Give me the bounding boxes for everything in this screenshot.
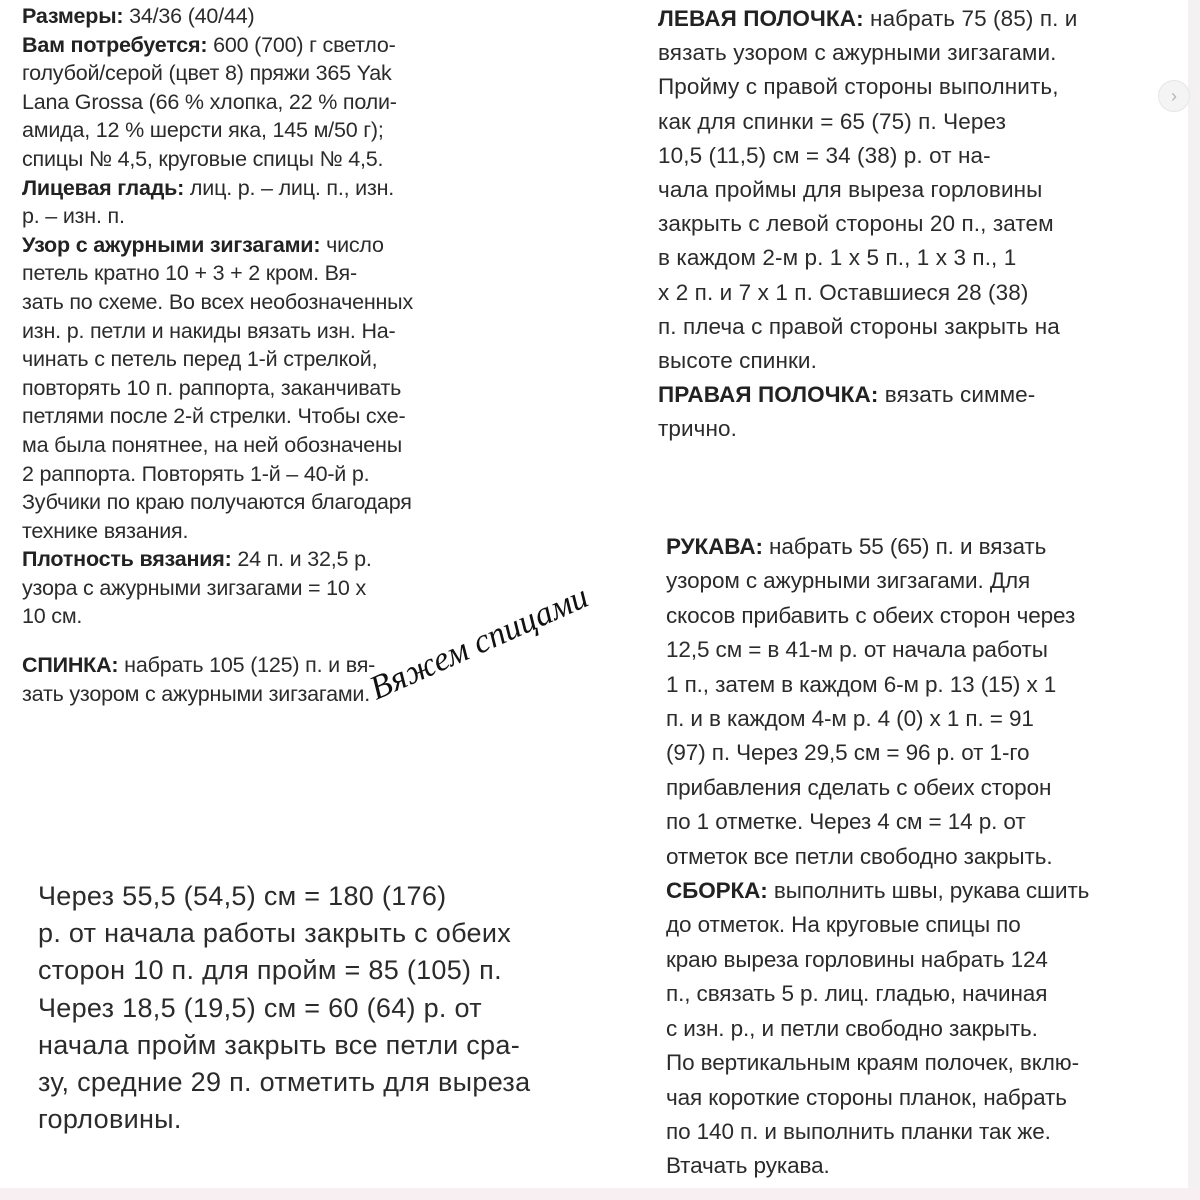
line-text: Зубчики по краю получаются благодаря bbox=[22, 490, 412, 515]
line-text: петель кратно 10 + 3 + 2 кром. Вя- bbox=[22, 261, 357, 286]
section-label: Лицевая гладь: bbox=[22, 175, 185, 200]
fragment-left-front bbox=[658, 2, 1148, 447]
text-line bbox=[22, 374, 482, 403]
line-text: зу, средние 29 п. отметить для выреза bbox=[38, 1067, 531, 1098]
line-text: вязать симме- bbox=[878, 382, 1036, 408]
line-text: набрать 75 (85) п. и bbox=[863, 6, 1078, 31]
text-line bbox=[658, 378, 1148, 412]
fragment-sleeves bbox=[666, 530, 1166, 1184]
line-text: набрать 105 (125) п. и вя- bbox=[118, 653, 376, 678]
line-text: (97) п. Через 29,5 см = 96 р. от 1-го bbox=[666, 740, 1030, 766]
line-text: трично. bbox=[658, 416, 737, 442]
line-text: Пройму с правой стороны выполнить, bbox=[658, 74, 1059, 100]
line-text: Lana Grossa (66 % хлопка, 22 % поли- bbox=[22, 89, 397, 114]
line-text: р. от начала работы закрыть с обеих bbox=[38, 918, 512, 949]
text-line bbox=[666, 1081, 1166, 1115]
line-text: высоте спинки. bbox=[658, 348, 817, 374]
line-text: спицы № 4,5, круговые спицы № 4,5. bbox=[22, 146, 384, 171]
text-line bbox=[666, 874, 1166, 908]
line-text: чала проймы для выреза горловины bbox=[658, 177, 1043, 203]
text-line bbox=[22, 202, 482, 231]
section-label: Вам потребуется: bbox=[22, 32, 208, 57]
line-text: Через 55,5 (54,5) см = 180 (176) bbox=[38, 881, 447, 911]
line-text: 12,5 см = в 41-м р. от начала работы bbox=[666, 637, 1048, 663]
text-line bbox=[666, 702, 1166, 736]
line-text: технике вязания. bbox=[22, 518, 189, 543]
text-line bbox=[666, 633, 1166, 667]
text-line bbox=[666, 977, 1166, 1011]
line-text: голубой/серой (цвет 8) пряжи 365 Yak bbox=[22, 61, 392, 86]
text-line bbox=[22, 431, 482, 460]
text-line bbox=[22, 259, 482, 288]
section-label: ПРАВАЯ ПОЛОЧКА: bbox=[658, 382, 879, 408]
line-text: 34/36 (40/44) bbox=[123, 4, 255, 28]
text-line bbox=[658, 173, 1148, 207]
line-text: выполнить швы, рукава сшить bbox=[767, 878, 1090, 904]
text-line bbox=[658, 36, 1148, 70]
line-text: Через 18,5 (19,5) см = 60 (64) р. от bbox=[38, 992, 482, 1023]
text-line bbox=[666, 943, 1166, 977]
text-line bbox=[22, 460, 482, 489]
text-line bbox=[22, 231, 482, 260]
line-text: горловины. bbox=[38, 1104, 182, 1135]
text-line bbox=[658, 139, 1148, 173]
line-text: отметок все петли свободно закрыть. bbox=[666, 843, 1053, 869]
next-slide-button[interactable] bbox=[1158, 80, 1190, 112]
line-text: р. – изн. п. bbox=[22, 204, 125, 229]
text-line bbox=[666, 599, 1166, 633]
line-text: с изн. р., и петли свободно закрыть. bbox=[666, 1015, 1038, 1041]
line-text: х 2 п. и 7 х 1 п. Оставшиеся 28 (38) bbox=[658, 279, 1029, 305]
line-text: вязать узором с ажурными зигзагами. bbox=[658, 40, 1057, 66]
text-line bbox=[22, 517, 482, 546]
text-line bbox=[22, 174, 482, 203]
line-text: 10 см. bbox=[22, 604, 83, 629]
line-text: до отметок. На круговые спицы по bbox=[666, 912, 1021, 938]
text-line bbox=[22, 488, 482, 517]
line-text: начала пройм закрыть все петли сра- bbox=[38, 1029, 520, 1060]
fragment-armhole bbox=[38, 878, 558, 1138]
text-line bbox=[666, 840, 1166, 874]
text-line bbox=[22, 574, 482, 603]
text-line bbox=[666, 1149, 1166, 1183]
line-text: По вертикальным краям полочек, вклю- bbox=[666, 1050, 1079, 1076]
text-line bbox=[38, 915, 558, 952]
section-label: Узор с ажурными зигзагами: bbox=[22, 232, 321, 257]
text-line bbox=[658, 241, 1148, 275]
text-line bbox=[22, 59, 482, 88]
section-label: СБОРКА: bbox=[666, 878, 768, 904]
text-line bbox=[666, 805, 1166, 839]
text-line bbox=[666, 668, 1166, 702]
text-line bbox=[666, 771, 1166, 805]
line-text: Втачать рукава. bbox=[666, 1153, 830, 1179]
line-text: зать по схеме. Во всех необозначенных bbox=[22, 289, 413, 314]
section-label: ЛЕВАЯ ПОЛОЧКА: bbox=[658, 6, 864, 31]
line-text: набрать 55 (65) п. и вязать bbox=[762, 534, 1047, 559]
text-line bbox=[658, 276, 1148, 310]
image-edge bbox=[1188, 0, 1200, 1200]
text-line bbox=[22, 288, 482, 317]
text-line bbox=[38, 1101, 558, 1138]
line-text: число bbox=[320, 232, 384, 257]
text-line bbox=[22, 402, 482, 431]
text-line bbox=[666, 1012, 1166, 1046]
text-line bbox=[658, 310, 1148, 344]
text-line bbox=[666, 1046, 1166, 1080]
text-line bbox=[658, 105, 1148, 139]
line-text: узором с ажурными зигзагами. Для bbox=[666, 568, 1031, 594]
line-text: прибавления сделать с обеих сторон bbox=[666, 774, 1052, 800]
text-line bbox=[22, 545, 482, 574]
line-text: узора с ажурными зигзагами = 10 х bbox=[22, 575, 367, 600]
chevron-right-icon: › bbox=[1171, 86, 1177, 106]
line-text: сторон 10 п. для пройм = 85 (105) п. bbox=[38, 955, 502, 986]
text-line bbox=[666, 564, 1166, 598]
line-text: лиц. р. – лиц. п., изн. bbox=[184, 175, 395, 200]
image-bottom-band bbox=[0, 1188, 1200, 1200]
text-line bbox=[22, 317, 482, 346]
text-line bbox=[658, 70, 1148, 104]
text-line bbox=[22, 31, 482, 60]
text-line bbox=[658, 2, 1148, 36]
line-text: зать узором с ажурными зигзагами. bbox=[22, 681, 370, 706]
line-text: 2 раппорта. Повторять 1-й – 40-й р. bbox=[22, 461, 370, 486]
line-text: амида, 12 % шерсти яка, 145 м/50 г); bbox=[22, 118, 384, 143]
line-text: скосов прибавить с обеих сторон через bbox=[666, 602, 1076, 628]
text-line bbox=[658, 207, 1148, 241]
section-label: Плотность вязания: bbox=[22, 547, 232, 572]
line-text: п., связать 5 р. лиц. гладью, начиная bbox=[666, 981, 1048, 1007]
line-text: как для спинки = 65 (75) п. Через bbox=[658, 108, 1007, 134]
text-line bbox=[38, 1027, 558, 1064]
text-line bbox=[22, 145, 482, 174]
section-label: Размеры: bbox=[22, 4, 124, 28]
line-text: изн. р. петли и накиды вязать изн. На- bbox=[22, 318, 396, 343]
section-label: РУКАВА: bbox=[666, 534, 763, 559]
line-text: 1 п., затем в каждом 6-м р. 13 (15) х 1 bbox=[666, 671, 1057, 697]
line-text: 24 п. и 32,5 р. bbox=[231, 547, 372, 572]
line-text: 10,5 (11,5) см = 34 (38) р. от на- bbox=[658, 142, 991, 168]
watermark: Вяжем спицами bbox=[364, 578, 594, 708]
line-text: чая короткие стороны планок, набрать bbox=[666, 1084, 1067, 1110]
text-line bbox=[38, 952, 558, 989]
line-text: петлями после 2-й стрелки. Чтобы схе- bbox=[22, 404, 406, 429]
text-line bbox=[666, 1115, 1166, 1149]
text-line bbox=[666, 908, 1166, 942]
text-line bbox=[22, 2, 482, 31]
text-line bbox=[22, 88, 482, 117]
line-text: в каждом 2-м р. 1 х 5 п., 1 х 3 п., 1 bbox=[658, 245, 1017, 271]
line-text: ма была понятнее, на ней обозначены bbox=[22, 432, 402, 457]
fragment-sizes bbox=[22, 2, 482, 708]
line-text: п. и в каждом 4-м р. 4 (0) х 1 п. = 91 bbox=[666, 706, 1034, 732]
text-line bbox=[658, 344, 1148, 378]
text-line bbox=[38, 1064, 558, 1101]
text-line bbox=[22, 602, 482, 631]
line-text: чинать с петель перед 1-й стрелкой, bbox=[22, 347, 378, 372]
line-text: закрыть с левой стороны 20 п., затем bbox=[658, 211, 1054, 237]
text-line bbox=[38, 990, 558, 1027]
text-line bbox=[38, 878, 558, 915]
text-line bbox=[658, 412, 1148, 446]
text-line bbox=[22, 345, 482, 374]
line-text: по 1 отметке. Через 4 см = 14 р. от bbox=[666, 809, 1026, 835]
line-text: п. плеча с правой стороны закрыть на bbox=[658, 313, 1060, 339]
line-text: краю выреза горловины набрать 124 bbox=[666, 946, 1048, 972]
text-line bbox=[22, 116, 482, 145]
line-text: повторять 10 п. раппорта, заканчивать bbox=[22, 375, 402, 400]
text-line bbox=[666, 736, 1166, 770]
line-text: 600 (700) г светло- bbox=[207, 32, 396, 57]
section-label: СПИНКА: bbox=[22, 653, 119, 678]
text-line bbox=[666, 530, 1166, 564]
line-text: по 140 п. и выполнить планки так же. bbox=[666, 1118, 1051, 1144]
